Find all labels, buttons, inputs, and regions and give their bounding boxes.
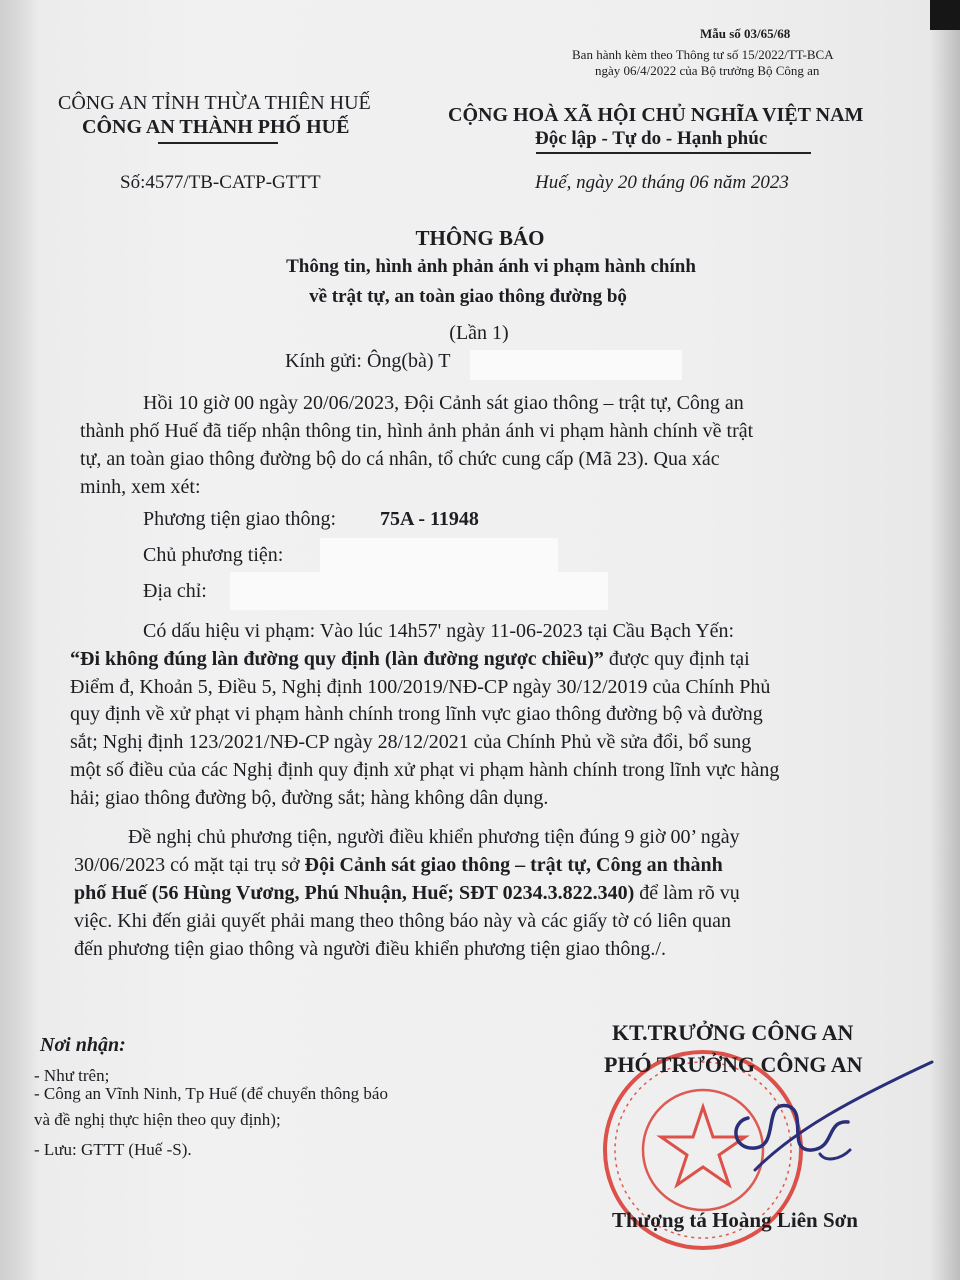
vehicle-plate: 75A - 11948 xyxy=(380,508,479,530)
violation-line-2-rest: được quy định tại xyxy=(603,648,750,670)
violation-line-4: quy định về xử phạt vi phạm hành chính trong lĩnh vực giao thông đường bộ và đường xyxy=(70,703,763,725)
agency-name: CÔNG AN THÀNH PHỐ HUẾ xyxy=(82,116,350,138)
signature-authority-line-2: PHÓ TRƯỞNG CÔNG AN xyxy=(604,1052,863,1077)
motto-underline xyxy=(536,152,811,154)
request-line-3 xyxy=(74,882,740,905)
violation-line-1: Có dấu hiệu vi phạm: Vào lúc 14h57' ngày 11-06-2023 tại Cầu Bạch Yến: xyxy=(143,620,735,642)
form-number: Mẫu số 03/65/68 xyxy=(700,26,791,41)
signer-name: Thượng tá Hoàng Liên Sơn xyxy=(612,1208,858,1232)
request-line-2 xyxy=(74,854,723,877)
request-line-5: đến phương tiện giao thông và người điều khiển phương tiện giao thông./. xyxy=(74,938,666,960)
violation-description: “Đi không đúng làn đường quy định (làn đường ngược chiều)” xyxy=(70,648,604,670)
recipient-item-2-continued: và đề nghị thực hiện theo quy định); xyxy=(34,1110,281,1129)
intro-line-1: Hồi 10 giờ 00 ngày 20/06/2023, Đội Cảnh sát giao thông – trật tự, Công an xyxy=(143,392,744,414)
agency-underline xyxy=(158,142,278,144)
redaction-box-addressee xyxy=(470,350,682,380)
addressee-label: Kính gửi: Ông(bà) T xyxy=(285,350,451,372)
handwritten-signature xyxy=(700,1060,940,1200)
notice-subtitle-2: về trật tự, an toàn giao thông đường bộ xyxy=(309,286,627,307)
form-reference-line-2: ngày 06/4/2022 của Bộ trưởng Bộ Công an xyxy=(595,63,820,78)
recipient-item-3: - Lưu: GTTT (Huế -S). xyxy=(34,1140,192,1159)
request-line-4: việc. Khi đến giải quyết phải mang theo thông báo này và các giấy tờ có liên quan xyxy=(74,910,732,932)
owner-label: Chủ phương tiện: xyxy=(143,544,284,566)
national-motto: Độc lập - Tự do - Hạnh phúc xyxy=(535,128,768,149)
violation-line-5: sắt; Nghị định 123/2021/NĐ-CP ngày 28/12/2021 của Chính Phủ về sửa đổi, bổ sung xyxy=(70,731,752,753)
request-office-address: phố Huế (56 Hùng Vương, Phú Nhuận, Huế; SĐT 0234.3.822.340) xyxy=(74,882,635,904)
violation-line-6: một số điều của các Nghị định quy định xử phạt vi phạm hành chính trong lĩnh vực hàng xyxy=(70,759,780,781)
redaction-box-address xyxy=(230,572,608,610)
notice-title: THÔNG BÁO xyxy=(415,226,545,250)
request-line-3-end: để làm rõ vụ xyxy=(634,882,740,904)
violation-line-3: Điểm đ, Khoản 5, Điều 5, Nghị định 100/2019/NĐ-CP ngày 30/12/2019 của Chính Phủ xyxy=(70,676,771,698)
intro-line-2: thành phố Huế đã tiếp nhận thông tin, hình ảnh phản ánh vi phạm hành chính về trật xyxy=(80,420,754,442)
violation-line-2 xyxy=(70,648,750,671)
violation-line-7: hải; giao thông đường bộ, đường sắt; hàng không dân dụng. xyxy=(70,787,549,809)
intro-line-3: tự, an toàn giao thông đường bộ do cá nhân, tổ chức cung cấp (Mã 23). Qua xác xyxy=(80,448,720,470)
form-reference-line-1: Ban hành kèm theo Thông tư số 15/2022/TT-BCA xyxy=(572,47,834,62)
address-label: Địa chỉ: xyxy=(143,580,207,602)
notice-round: (Lần 1) xyxy=(449,322,509,344)
request-line-2-start: 30/06/2023 có mặt tại trụ sở xyxy=(74,854,305,876)
recipient-item-1: - Như trên; xyxy=(34,1066,110,1085)
recipient-item-2: - Công an Vĩnh Ninh, Tp Huế (để chuyển thông báo xyxy=(34,1084,388,1103)
scan-corner-shadow xyxy=(930,0,960,30)
request-line-1: Đề nghị chủ phương tiện, người điều khiển phương tiện đúng 9 giờ 00’ ngày xyxy=(128,826,740,848)
recipients-title: Nơi nhận: xyxy=(40,1034,126,1056)
document-number: Số:4577/TB-CATP-GTTT xyxy=(120,172,321,193)
intro-line-4: minh, xem xét: xyxy=(80,476,201,498)
agency-parent: CÔNG AN TỈNH THỪA THIÊN HUẾ xyxy=(58,92,371,114)
signature-authority-line-1: KT.TRƯỞNG CÔNG AN xyxy=(612,1020,854,1045)
national-title: CỘNG HOÀ XÃ HỘI CHỦ NGHĨA VIỆT NAM xyxy=(448,104,864,126)
place-and-date: Huế, ngày 20 tháng 06 năm 2023 xyxy=(535,172,789,193)
vehicle-label: Phương tiện giao thông: xyxy=(143,508,337,530)
redaction-box-owner xyxy=(320,538,558,572)
notice-subtitle-1: Thông tin, hình ảnh phản ánh vi phạm hành chính xyxy=(286,256,696,277)
request-office: Đội Cảnh sát giao thông – trật tự, Công an thành xyxy=(304,854,723,876)
